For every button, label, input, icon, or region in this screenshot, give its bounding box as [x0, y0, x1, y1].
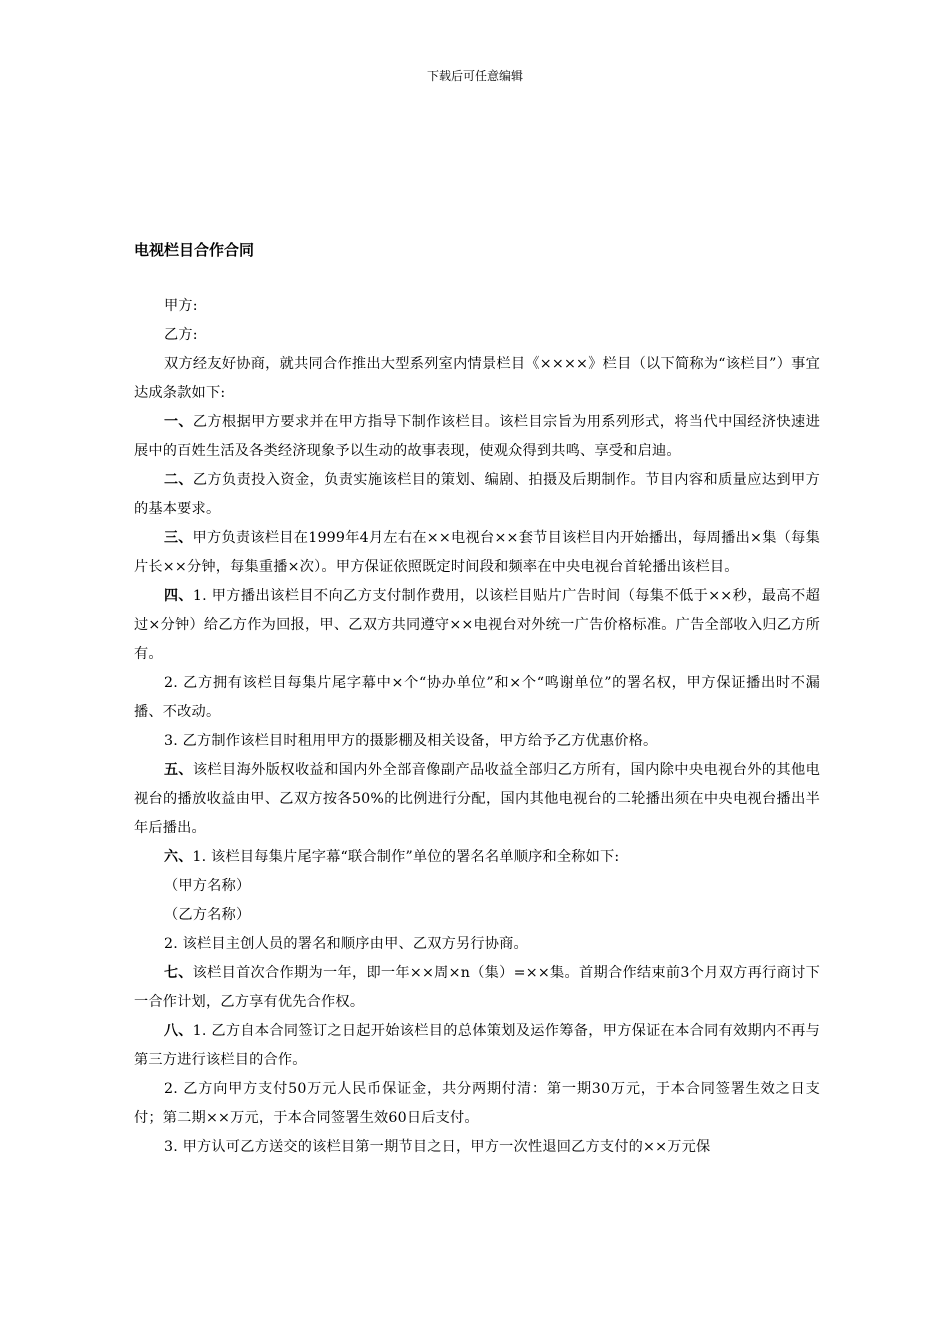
- clause-text: 2. 乙方拥有该栏目每集片尾字幕中×个“协办单位”和×个“鸣谢单位”的署名权，甲方保证播出时不漏播、不改动。: [134, 675, 820, 720]
- clause-8-item-2: [134, 1075, 820, 1133]
- clause-text: 2. 该栏目主创人员的署名和顺序由甲、乙双方另行协商。: [164, 936, 528, 952]
- clause-text: 该栏目首次合作期为一年，即一年××周×n（集）=××集。首期合作结束前3个月双方再行商讨下一合作计划，乙方享有优先合作权。: [134, 965, 820, 1010]
- contract-title: 电视栏目合作合同: [134, 241, 255, 259]
- clause-text: 乙方负责投入资金，负责实施该栏目的策划、编剧、拍摄及后期制作。节目内容和质量应达到甲方的基本要求。: [134, 472, 820, 517]
- clause-text: 2. 乙方向甲方支付50万元人民币保证金，共分两期付清：第一期30万元，于本合同签署生效之日支付；第二期××万元，于本合同签署生效60日后支付。: [134, 1081, 820, 1126]
- party-a-line: 甲方:: [164, 298, 198, 314]
- clause-4-item-2: [134, 669, 820, 727]
- clause-text: 3. 甲方认可乙方送交的该栏目第一期节目之日，甲方一次性退回乙方支付的××万元保: [164, 1139, 711, 1155]
- clause-6-item-1: [134, 843, 820, 872]
- clause-5: [134, 756, 820, 843]
- intro-paragraph: 双方经友好协商，就共同合作推出大型系列室内情景栏目《××××》栏目（以下简称为“该栏目”）事宜达成条款如下:: [134, 356, 820, 401]
- clause-number: 三、: [164, 530, 193, 546]
- clause-text: 甲方负责该栏目在1999年4月左右在××电视台××套节目该栏目内开始播出，每周播出×集（每集片长××分钟，每集重播×次）。甲方保证依照既定时间段和频率在中央电视台首轮播出该栏目。: [134, 530, 820, 575]
- clause-text: （甲方名称）: [164, 878, 251, 894]
- clause-text: （乙方名称）: [164, 907, 251, 923]
- clause-1: [134, 408, 820, 466]
- clause-text: 1. 甲方播出该栏目不向乙方支付制作费用，以该栏目贴片广告时间（每集不低于××秒，最高不超过×分钟）给乙方作为回报，甲、乙双方共同遵守××电视台对外统一广告价格标准。广告全部收入归乙方所有。: [134, 588, 821, 662]
- clause-number: 五、: [164, 762, 193, 778]
- clause-3: [134, 524, 820, 582]
- clause-text: 该栏目海外版权收益和国内外全部音像副产品收益全部归乙方所有，国内除中央电视台外的其他电视台的播放收益由甲、乙双方按各50%的比例进行分配，国内其他电视台的二轮播出须在中央电视台播出半年后播出。: [134, 762, 820, 836]
- clause-text: 1. 该栏目每集片尾字幕“联合制作”单位的署名名单顺序和全称如下:: [192, 849, 620, 865]
- clause-6-party-a-name: [134, 872, 820, 901]
- clause-7: [134, 959, 820, 1017]
- clause-4-item-3: [134, 727, 820, 756]
- clause-text: 3. 乙方制作该栏目时租用甲方的摄影棚及相关设备，甲方给予乙方优惠价格。: [164, 733, 658, 749]
- clause-2: [134, 466, 820, 524]
- clause-8-item-3: [134, 1133, 820, 1162]
- party-b-line: 乙方:: [164, 327, 198, 343]
- clause-number: 八、: [164, 1023, 193, 1039]
- clause-number: 七、: [164, 965, 193, 981]
- clause-text: 1. 乙方自本合同签订之日起开始该栏目的总体策划及运作筹备，甲方保证在本合同有效期内不再与第三方进行该栏目的合作。: [134, 1023, 820, 1068]
- clause-number: 一、: [164, 414, 193, 430]
- contract-body: [134, 292, 820, 1162]
- clause-6-item-2: [134, 930, 820, 959]
- clause-4-item-1: [134, 582, 820, 669]
- clause-number: 四、: [164, 588, 193, 604]
- download-note: 下载后可任意编辑: [426, 69, 523, 83]
- clause-6-party-b-name: [134, 901, 820, 930]
- clause-number: 二、: [164, 472, 193, 488]
- clause-number: 六、: [164, 849, 193, 865]
- clause-8-item-1: [134, 1017, 820, 1075]
- clause-text: 乙方根据甲方要求并在甲方指导下制作该栏目。该栏目宗旨为用系列形式，将当代中国经济快速进展中的百姓生活及各类经济现象予以生动的故事表现，使观众得到共鸣、享受和启迪。: [134, 414, 820, 459]
